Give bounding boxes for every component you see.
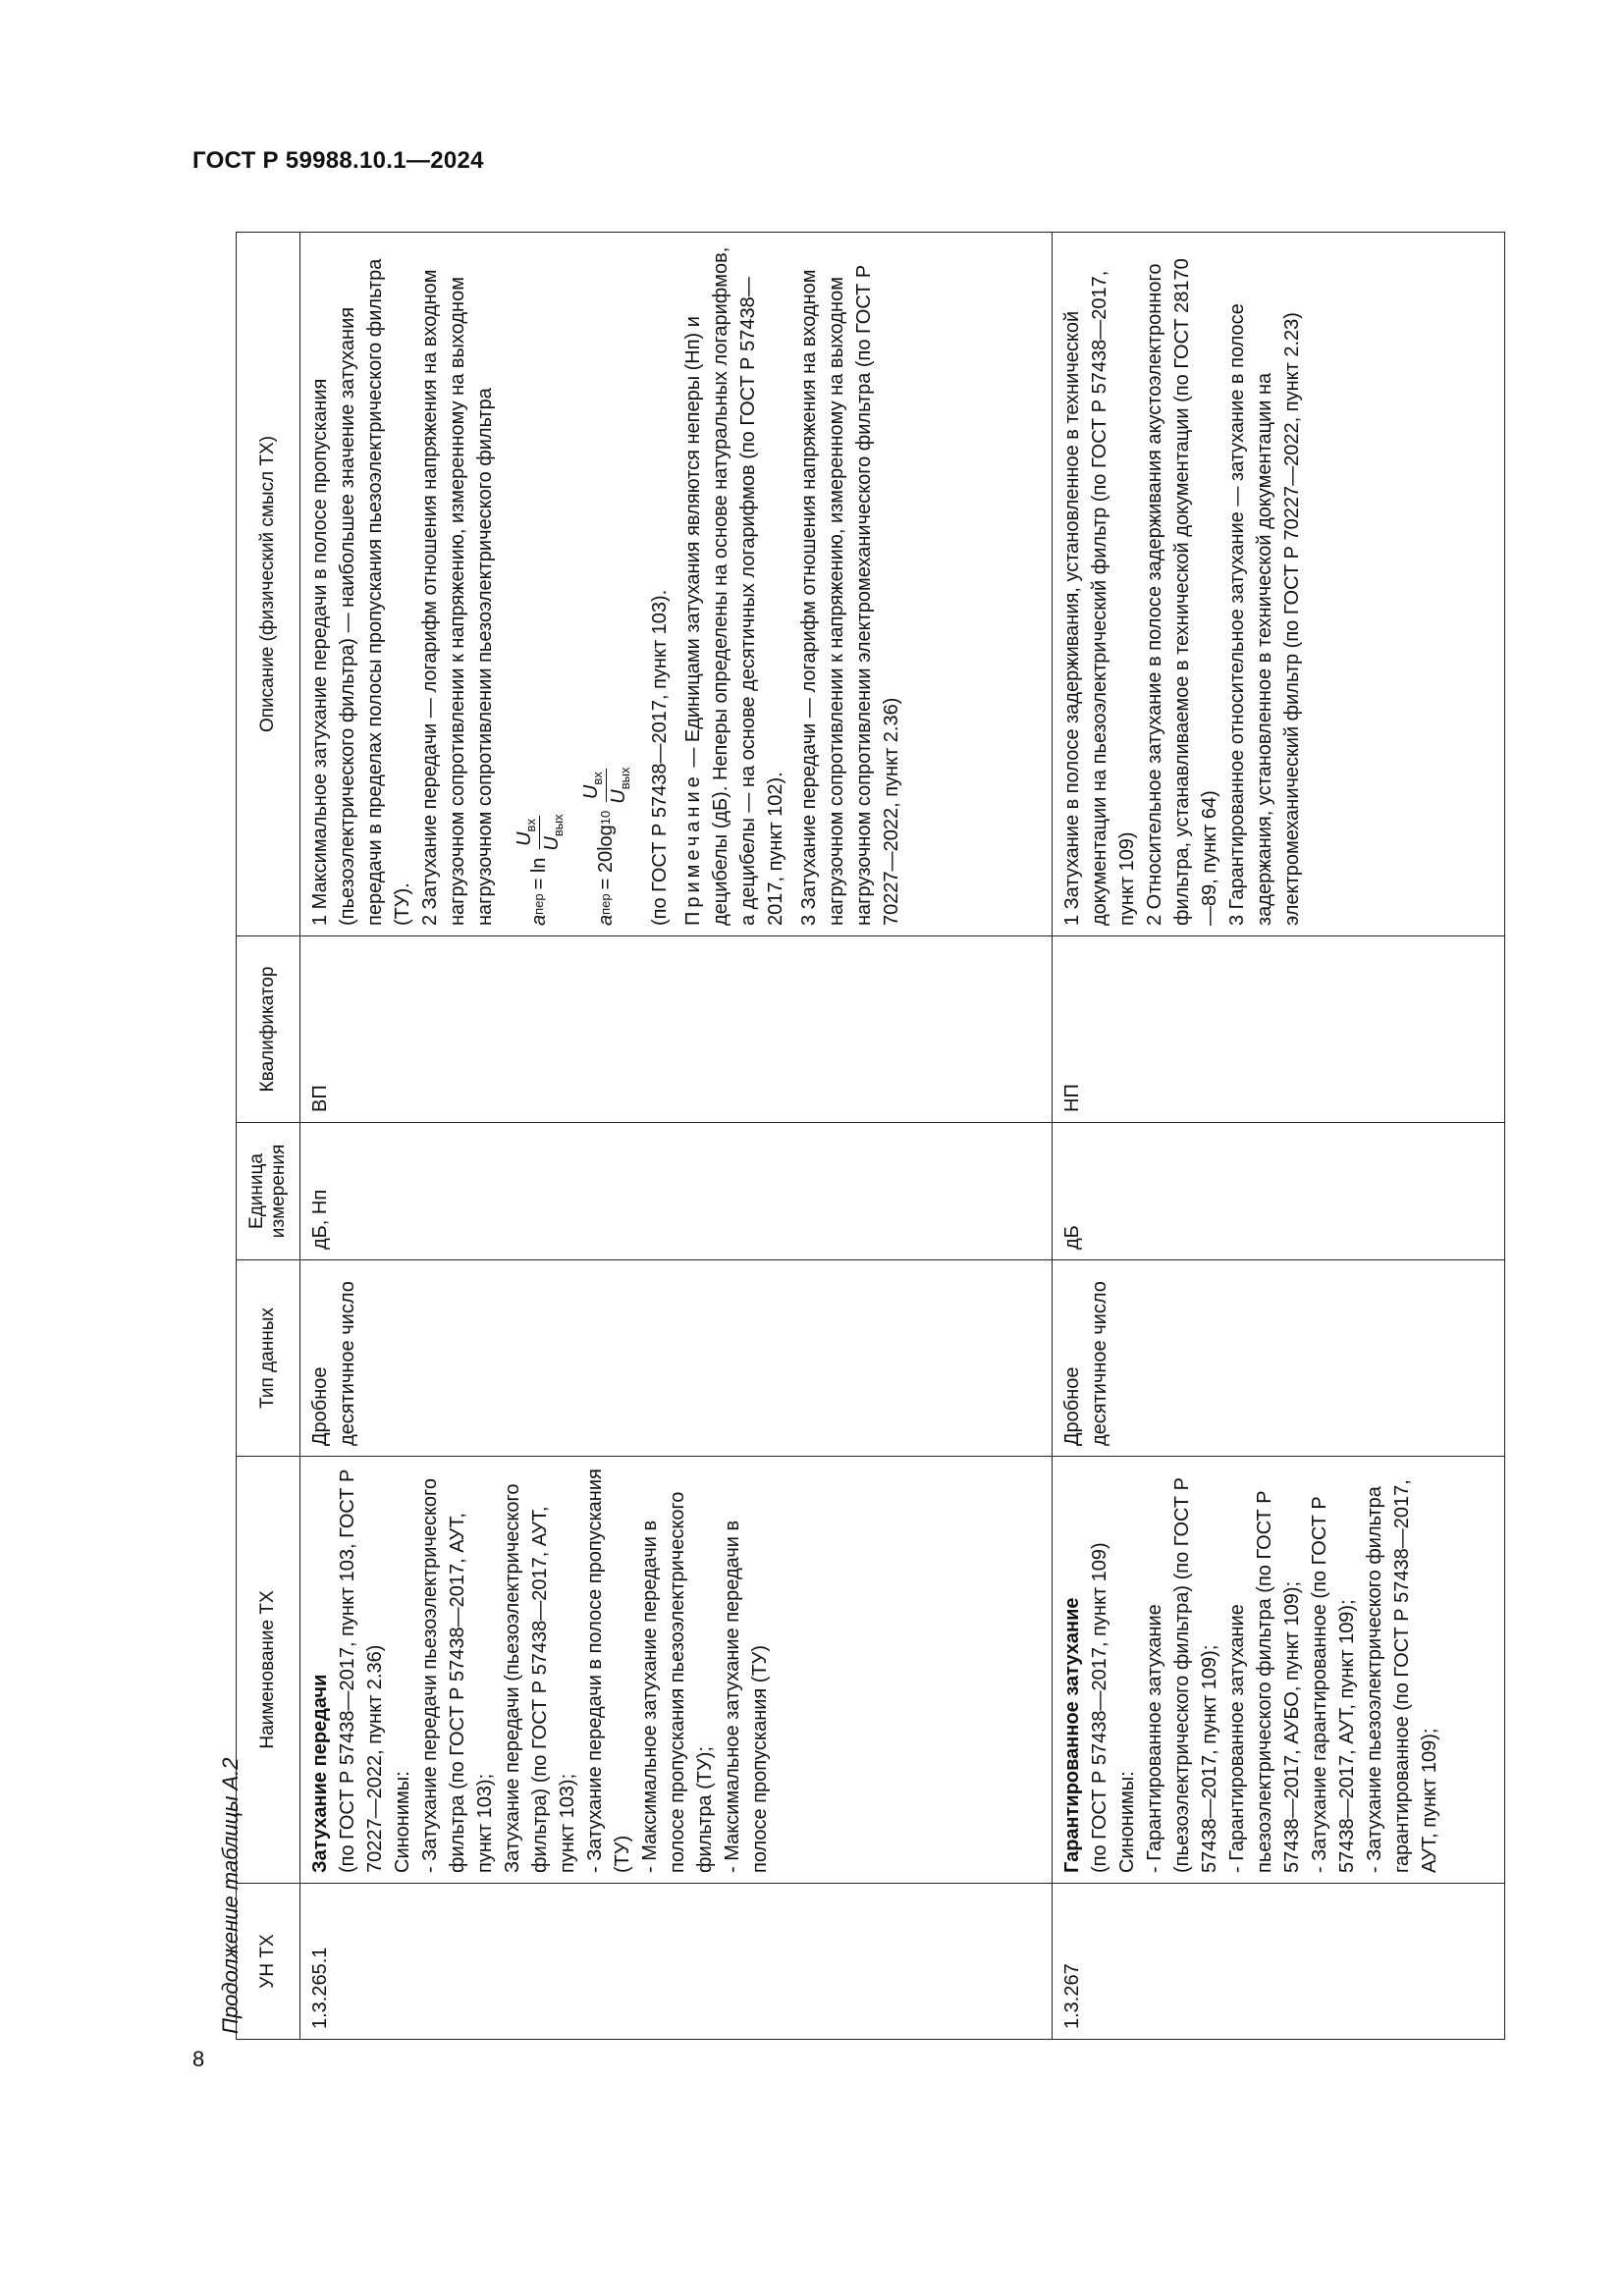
desc-item: 2 Затухание передачи — логарифм отношения напряжения на входном нагрузочном сопротивлении к напряжению, измеренному на выходном нагрузочном сопротивлении пьезоэлектрического фильтра <box>419 269 496 926</box>
name-line: - Затухание передачи в полосе пропускания (ТУ) <box>584 1468 633 1873</box>
table-row <box>300 232 1053 2040</box>
col-header-name: Наименование ТХ <box>236 1456 300 1883</box>
name-line: (по ГОСТ Р 57438—2017, пункт 103, ГОСТ Р 70227—2022, пункт 2.36) <box>337 1468 386 1873</box>
frac-den: U <box>607 789 629 804</box>
document-header: ГОСТ Р 59988.10.1—2024 <box>192 147 484 174</box>
frac-num-sub: вх <box>590 772 606 785</box>
formula-fraction <box>513 811 566 853</box>
note <box>679 242 789 926</box>
note-label: Примечание <box>682 773 705 926</box>
name-line: - Затухание передачи пьезоэлектрического фильтра (по ГОСТ Р 57438—2017, АУТ, пункт 103); <box>419 1477 496 1873</box>
name-line: (по ГОСТ Р 57438—2017, пункт 109) <box>1089 1542 1110 1873</box>
name-line: Синонимы: <box>392 1771 413 1873</box>
row-data-type: Дробное десятичное число <box>1053 1259 1505 1456</box>
formula-lhs-sub: пер <box>531 893 546 915</box>
page-number: 8 <box>192 2047 205 2071</box>
name-line: - Максимальное затухание передачи в полосе пропускания пьезоэлектрического фильтра (ТУ); <box>639 1491 716 1873</box>
row-description <box>300 232 1053 935</box>
col-header-unit: Единица измерения <box>236 1122 300 1259</box>
row-data-type: Дробное десятичное число <box>300 1259 1053 1456</box>
name-line: - Максимальное затухание передачи в полосе пропускания (ТУ) <box>722 1520 771 1873</box>
formula-fraction <box>579 765 632 807</box>
frac-den-sub: вых <box>550 814 566 837</box>
row-name <box>300 1456 1053 1883</box>
row-qualifier: ВП <box>300 935 1053 1122</box>
desc-item: 2 Относительное затухание в полосе задерживания акустоэлектронного фильтра, устанавливаемое в технической документации (по ГОСТ 28170—89, пункт 64) <box>1144 258 1220 926</box>
frac-num: U <box>514 831 535 846</box>
formula-lhs-sub: пер <box>598 893 614 915</box>
table-header-row <box>236 232 300 2040</box>
row-unit: дБ <box>1053 1122 1505 1259</box>
col-header-qualifier: Квалификатор <box>236 935 300 1122</box>
name-line: - Гарантированное затухание (пьезоэлектрического фильтра) (по ГОСТ Р 57438—2017, пункт 109); <box>1144 1477 1220 1873</box>
name-line: Синонимы: <box>1116 1771 1138 1873</box>
table <box>236 232 1505 2040</box>
frac-den: U <box>540 836 563 851</box>
term-title: Затухание передачи <box>309 1674 331 1873</box>
col-header-description: Описание (физический смысл ТХ) <box>236 232 300 935</box>
frac-num: U <box>580 784 603 800</box>
desc-reference: (по ГОСТ Р 57438—2017, пункт 103). <box>649 589 672 926</box>
row-qualifier: НП <box>1053 935 1505 1122</box>
formula-op: = 20log <box>595 825 618 890</box>
formula-lhs: a <box>595 914 618 926</box>
row-id: 1.3.265.1 <box>300 1883 1053 2040</box>
name-line: - Гарантированное затухание пьезоэлектрического фильтра (по ГОСТ Р 57438—2017, АУБО, пункт 109); <box>1226 1490 1303 1873</box>
table-row <box>1053 232 1505 2040</box>
formula-lhs: a <box>528 914 551 926</box>
col-header-data-type: Тип данных <box>236 1259 300 1456</box>
desc-item: 1 Затухание в полосе задерживания, установленное в технической документации на пьезоэлектрический фильтр (по ГОСТ Р 57438—2017, пункт 109) <box>1061 270 1138 926</box>
frac-den-sub: вых <box>617 767 632 790</box>
row-name <box>1053 1456 1505 1883</box>
formula-log10 <box>579 242 632 926</box>
desc-item: 3 Гарантированное относительное затухание — затухание в полосе задержания, установленное в технической документации на электромеханический фильтр (по ГОСТ Р 70227—2022, пункт 2.23) <box>1226 303 1303 926</box>
term-title: Гарантированное затухание <box>1061 1597 1083 1873</box>
desc-item: 1 Максимальное затухание передачи в полосе пропускания (пьезоэлектрического фильтра) — наибольшее значение затухания передачи в пределах полосы пропускания пьезоэлектрического фильтра (ТУ). <box>309 258 413 926</box>
table-frame <box>236 232 1505 2040</box>
desc-item: 3 Затухание передачи — логарифм отношения напряжения на входном нагрузочном сопротивлении к напряжению, измеренному на выходном нагрузочном сопротивлении электромеханического фильтра (по ГОСТ Р 70227—2022, пункт 2.36) <box>798 264 903 926</box>
formula-log-base: 10 <box>598 810 614 826</box>
formula-ln <box>513 242 566 926</box>
formula-op: = ln <box>528 857 551 890</box>
name-line: Затухание передачи (пьезоэлектрического фильтра) (по ГОСТ Р 57438—2017, АУТ, пункт 103); <box>502 1483 578 1873</box>
row-id: 1.3.267 <box>1053 1883 1505 2040</box>
table-caption: Продолжение таблицы А.2 <box>218 1757 243 2034</box>
row-description <box>1053 232 1505 935</box>
name-line: - Затухание пьезоэлектрического фильтра гарантированное (по ГОСТ Р 57438—2017, АУТ, пункт 109); <box>1364 1479 1440 1873</box>
note-text: — Единицами затухания являются неперы (Нп) и децибелы (дБ). Неперы определены на основе натуральных логарифмов, а децибелы — на основе десятичных логарифмов (по ГОСТ Р 57438—2017, пункт 102). <box>682 246 787 926</box>
row-unit: дБ, Нп <box>300 1122 1053 1259</box>
frac-num-sub: вх <box>523 819 538 832</box>
col-header-id: УН ТХ <box>236 1883 300 2040</box>
name-line: - Затухание гарантированное (по ГОСТ Р 57438—2017, АУТ, пункт 109); <box>1309 1496 1358 1873</box>
